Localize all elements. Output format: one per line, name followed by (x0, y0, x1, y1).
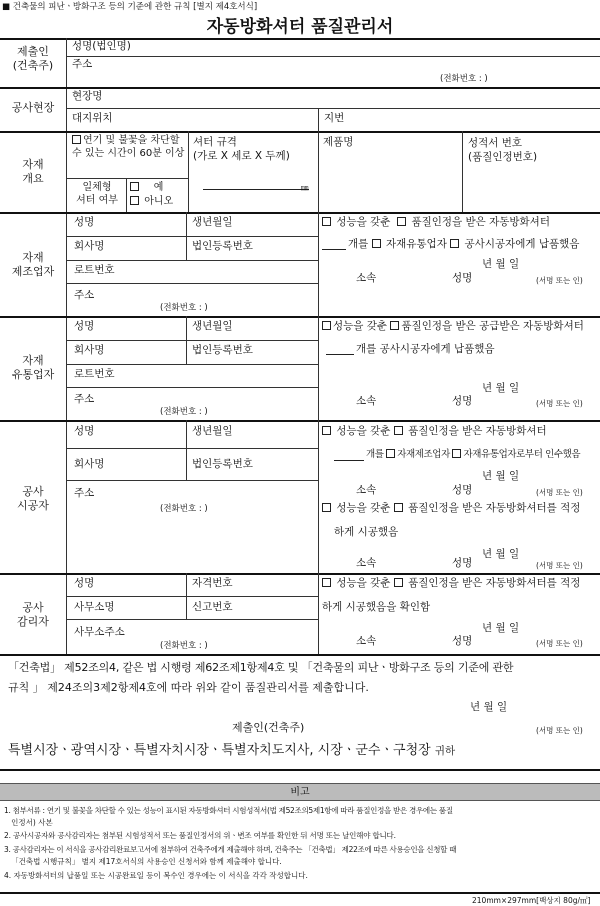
sup-statement-line2: 하게 시공했음을 확인함 (322, 601, 431, 613)
mfr-address-label: 주소 (74, 289, 95, 301)
sup-date: 년 월 일 (482, 622, 520, 634)
regulation-reference: ■ 건축물의 피난ㆍ방화구조 등의 기준에 관한 규칙 [별지 제4호서식] (2, 2, 258, 12)
declaration-line2: 규칙 」 제24조의3제2항제4호에 따라 위와 같이 품질관리서를 제출합니다. (8, 681, 369, 694)
mfr-phone: (전화번호 : ) (160, 303, 208, 313)
submitter-name-label: 성명(법인명) (72, 40, 131, 52)
cont-distributor-checkbox[interactable] (452, 449, 461, 458)
mfr-certified-checkbox[interactable] (397, 217, 406, 226)
cont-affiliation-label: 소속 (356, 484, 377, 496)
sup-qualification-label: 자격번호 (192, 577, 233, 589)
dist-sign: (서명 또는 인) (536, 399, 583, 408)
cont-certified-checkbox[interactable] (394, 426, 403, 435)
sup-certified-checkbox[interactable] (394, 578, 403, 587)
sup-office-label: 사무소명 (74, 601, 115, 613)
cont-performance-checkbox[interactable] (322, 426, 331, 435)
integral-no-option[interactable]: 아니오 (130, 195, 173, 208)
fire-resist-checkbox[interactable] (72, 135, 81, 144)
cont-manufacturer-checkbox[interactable] (386, 449, 395, 458)
dist-birth-label: 생년월일 (192, 320, 233, 332)
cont-phone: (전화번호 : ) (160, 504, 208, 514)
site-name-label: 현장명 (72, 90, 103, 102)
declaration-date: 년 월 일 (470, 701, 508, 713)
dist-name-label: 성명 (74, 320, 95, 332)
mfr-sign-name-label: 성명 (452, 272, 473, 284)
site-lot-label: 지번 (324, 112, 345, 124)
mfr-sign: (서명 또는 인) (536, 276, 583, 285)
cont-sign-name2-label: 성명 (452, 557, 473, 569)
site-label: 공사현장 (11, 101, 55, 114)
notes-header: 비고 (290, 787, 310, 798)
note-item: 3. 공사감리자는 이 서식을 공사감리완료보고서에 첨부하여 건축주에게 제출해야 하며, 건축주는 「건축법」 제22조에 따른 사용승인을 신청할 때 (4, 845, 457, 854)
integral-yes-checkbox[interactable] (130, 182, 139, 191)
manufacturer-label: 자재 제조업자 (11, 251, 55, 278)
note-item: 인정서) 사본 (4, 817, 53, 827)
paper-spec: 210mm×297mm[백상지 80g/㎡] (472, 896, 591, 905)
dist-company-label: 회사명 (74, 344, 105, 356)
dist-statement-line1[interactable]: 성능을 갖춘 품질인정을 받은 공급받은 자동방화셔터 (322, 320, 584, 333)
note-item: 1. 첨부서류 : 연기 및 불꽃을 차단할 수 있는 성능이 표시된 자동방화셔터 시험성적서(법 제52조의5제1항에 따라 품질인정을 받은 경우에는 품질 (4, 806, 453, 815)
distributor-label: 자재 유통업자 (11, 354, 55, 381)
shutter-spec-label: 셔터 규격 (가로 X 세로 X 두께) (193, 136, 290, 162)
dist-performance-checkbox[interactable] (322, 321, 331, 330)
sup-name-label: 성명 (74, 577, 95, 589)
submitter-address-label: 주소 (72, 58, 93, 70)
mfr-distributor-checkbox[interactable] (372, 239, 381, 248)
mfr-statement-line1[interactable]: 성능을 갖춘 품질인정을 받은 자동방화셔터 (322, 216, 550, 229)
sup-affiliation-label: 소속 (356, 635, 377, 647)
dist-sign-name-label: 성명 (452, 395, 473, 407)
dist-statement-line2: 개를 공사시공자에게 납품했음 (356, 343, 495, 355)
cont-date: 년 월 일 (482, 470, 520, 482)
form-title: 자동방화셔터 품질관리서 (206, 17, 394, 37)
dist-phone: (전화번호 : ) (160, 407, 208, 417)
recipient: 특별시장ㆍ광역시장ㆍ특별자치시장ㆍ특별자치도지사, 시장ㆍ군수ㆍ구청장 귀하 (8, 743, 456, 758)
cont-statement-line1[interactable]: 성능을 갖춘 품질인정을 받은 자동방화셔터 (322, 425, 547, 438)
sup-performance-checkbox[interactable] (322, 578, 331, 587)
declaration-submitter: 제출인(건축주) (232, 721, 305, 734)
dist-certified-checkbox[interactable] (390, 321, 399, 330)
submitter-label: 제출인 (건축주) (12, 45, 54, 72)
sup-office-address-label: 사무소주소 (74, 626, 125, 638)
report-number-label: 성적서 번호 (품질인정번호) (468, 137, 538, 163)
dist-affiliation-label: 소속 (356, 395, 377, 407)
integral-no-checkbox[interactable] (130, 196, 139, 205)
integral-yes-option[interactable]: 예 (130, 181, 163, 194)
site-location-label: 대지위치 (72, 112, 113, 124)
mfr-statement-line2[interactable]: 개를 자재유통업자 공사시공자에게 납품했음 (348, 238, 580, 250)
cont-sign: (서명 또는 인) (536, 488, 583, 497)
mfr-name-label: 성명 (74, 216, 95, 228)
mm-unit: ㎜ (301, 183, 309, 192)
mfr-reg-label: 법인등록번호 (192, 240, 253, 252)
cont-sign2: (서명 또는 인) (536, 561, 583, 570)
cont-sign-name-label: 성명 (452, 484, 473, 496)
declaration-line1: 「건축법」 제52조의4, 같은 법 시행령 제62조제1항제4호 및 「건축물의 피난ㆍ방화구조 등의 기준에 관한 (8, 661, 514, 674)
cont-address-label: 주소 (74, 487, 95, 499)
dist-lot-label: 로트번호 (74, 368, 115, 380)
material-label: 자재 개요 (22, 158, 44, 185)
sup-statement-line1[interactable]: 성능을 갖춘 품질인정을 받은 자동방화셔터를 적정 (322, 577, 580, 590)
cont-statement-line2[interactable]: 개를 자재제조업자 자재유통업자로부터 인수했음 (366, 449, 581, 460)
mfr-affiliation-label: 소속 (356, 272, 377, 284)
mfr-performance-checkbox[interactable] (322, 217, 331, 226)
cont-performance2-checkbox[interactable] (322, 503, 331, 512)
sup-report-label: 신고번호 (192, 601, 233, 613)
supervisor-label: 공사 감리자 (17, 601, 49, 628)
note-item: 2. 공사시공자와 공사감리자는 첨부된 시험성적서 또는 품질인정서의 위ㆍ변조 여부를 확인한 뒤 서명 또는 날인해야 합니다. (4, 831, 396, 840)
dist-reg-label: 법인등록번호 (192, 344, 253, 356)
mfr-birth-label: 생년월일 (192, 216, 233, 228)
sup-sign: (서명 또는 인) (536, 639, 583, 648)
sup-phone: (전화번호 : ) (160, 641, 208, 651)
cont-statement-line4: 하게 시공했음 (334, 526, 399, 538)
cont-birth-label: 생년월일 (192, 425, 233, 437)
contractor-label: 공사 시공자 (17, 485, 49, 512)
mfr-date: 년 월 일 (482, 258, 520, 270)
mfr-contractor-checkbox[interactable] (450, 239, 459, 248)
cont-affiliation2-label: 소속 (356, 557, 377, 569)
cont-name-label: 성명 (74, 425, 95, 437)
sup-sign-name-label: 성명 (452, 635, 473, 647)
fire-resist-option[interactable]: 연기 및 불꽃을 차단할 수 있는 시간이 60분 이상 (72, 135, 185, 159)
dist-date: 년 월 일 (482, 382, 520, 394)
cont-statement-line3[interactable]: 성능을 갖춘 품질인정을 받은 자동방화셔터를 적정 (322, 502, 580, 515)
notes-list (4, 805, 596, 883)
submitter-phone: (전화번호 : ) (440, 74, 488, 84)
mfr-lot-label: 로트번호 (74, 264, 115, 276)
dist-address-label: 주소 (74, 393, 95, 405)
integral-shutter-label: 일체형 셔터 여부 (76, 182, 118, 206)
note-item: 4. 자동방화셔터의 납품일 또는 시공완료일 등이 복수인 경우에는 이 서식을 각각 작성합니다. (4, 871, 308, 880)
mfr-company-label: 회사명 (74, 240, 105, 252)
cont-company-label: 회사명 (74, 458, 105, 470)
product-name-label: 제품명 (323, 136, 354, 148)
cont-reg-label: 법인등록번호 (192, 458, 253, 470)
cont-certified2-checkbox[interactable] (394, 503, 403, 512)
declaration-sign: (서명 또는 인) (536, 726, 583, 735)
cont-date2: 년 월 일 (482, 548, 520, 560)
note-item: 「건축법 시행규칙」 별지 제17호서식의 사용승인 신청서와 함께 제출해야 합니다. (4, 857, 282, 866)
